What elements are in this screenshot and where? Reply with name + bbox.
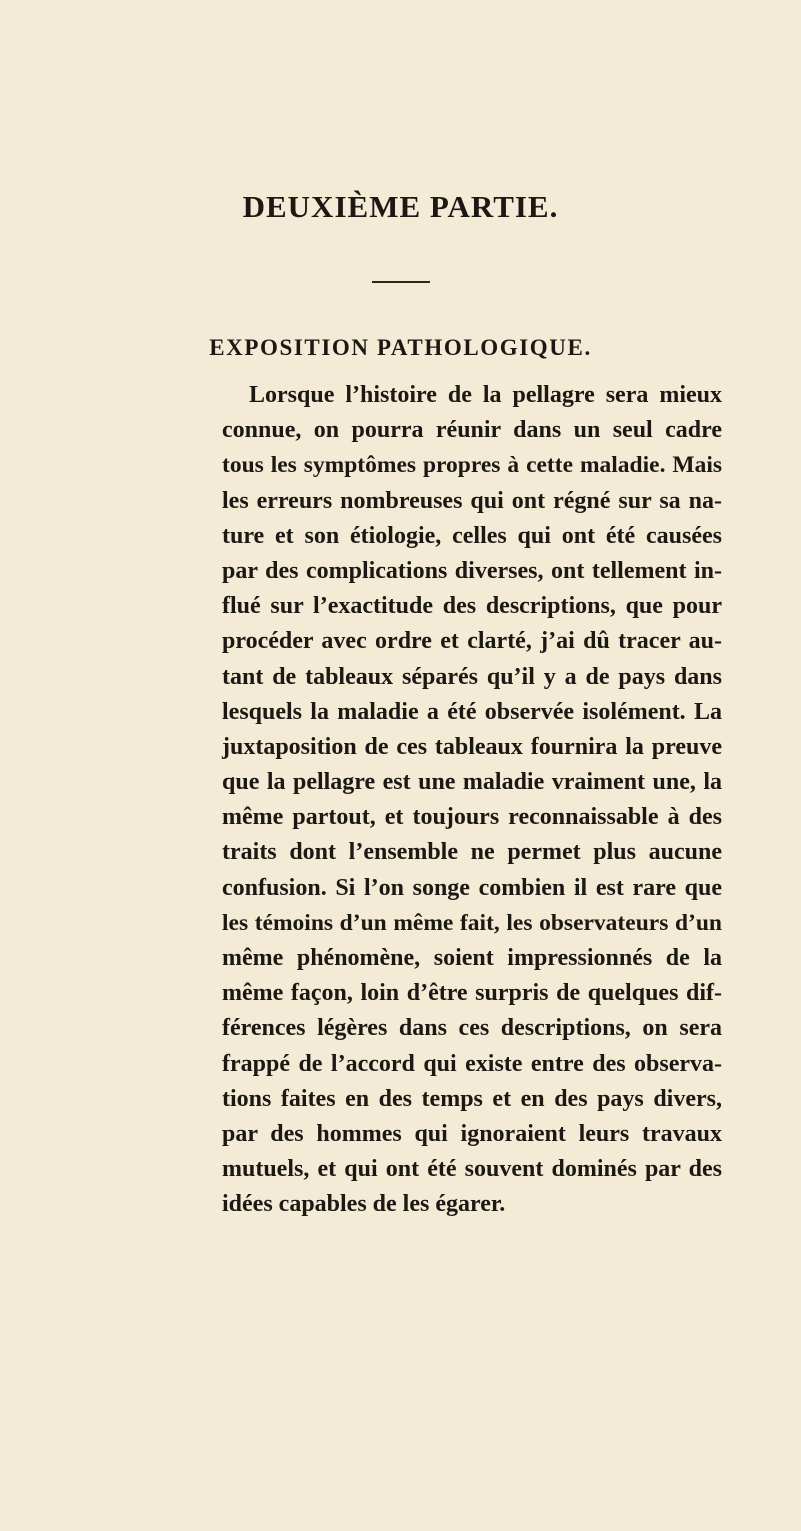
text-line: procéder avec ordre et clarté, j’ai dû tracer au- xyxy=(222,628,722,655)
title-divider xyxy=(372,281,430,283)
text-line: tions faites en des temps et en des pays divers, xyxy=(222,1085,722,1112)
text-line: par des complications diverses, ont tellement in- xyxy=(222,557,722,584)
text-line: idées capables de les égarer. xyxy=(222,1191,506,1218)
text-line: les témoins d’un même fait, les observateurs d’un xyxy=(222,909,722,936)
text-line: lesquels la maladie a été observée isolément. La xyxy=(222,698,722,725)
text-line: Lorsque l’histoire de la pellagre sera mieux xyxy=(249,382,722,408)
text-line: traits dont l’ensemble ne permet plus aucune xyxy=(222,839,722,866)
text-line: par des hommes qui ignoraient leurs travaux xyxy=(222,1120,722,1147)
text-line: même façon, loin d’être surpris de quelques dif- xyxy=(222,980,722,1007)
text-line: même partout, et toujours reconnaissable à des xyxy=(222,804,722,831)
text-line: connue, on pourra réunir dans un seul cadre xyxy=(222,417,722,444)
text-line: mutuels, et qui ont été souvent dominés par des xyxy=(222,1156,722,1183)
text-line: les erreurs nombreuses qui ont régné sur sa na- xyxy=(222,487,722,514)
text-line: même phénomène, soient impressionnés de la xyxy=(222,945,722,971)
text-line: flué sur l’exactitude des descriptions, que pour xyxy=(222,593,722,620)
part-title: DEUXIÈME PARTIE. xyxy=(242,189,559,224)
text-line: confusion. Si l’on songe combien il est rare que xyxy=(222,874,722,901)
text-line: juxtaposition de ces tableaux fournira la preuve xyxy=(222,733,722,760)
text-line: tant de tableaux séparés qu’il y a de pays dans xyxy=(222,663,722,690)
text-line: tous les symptômes propres à cette maladie. Mais xyxy=(222,452,722,479)
text-line: que la pellagre est une maladie vraiment une, la xyxy=(222,769,722,796)
section-title: EXPOSITION PATHOLOGIQUE. xyxy=(209,335,592,360)
text-line: frappé de l’accord qui existe entre des observa- xyxy=(222,1050,722,1077)
body-paragraph xyxy=(222,378,722,1223)
text-line: ture et son étiologie, celles qui ont été causées xyxy=(222,522,722,549)
text-line: férences légères dans ces descriptions, on sera xyxy=(222,1015,722,1042)
